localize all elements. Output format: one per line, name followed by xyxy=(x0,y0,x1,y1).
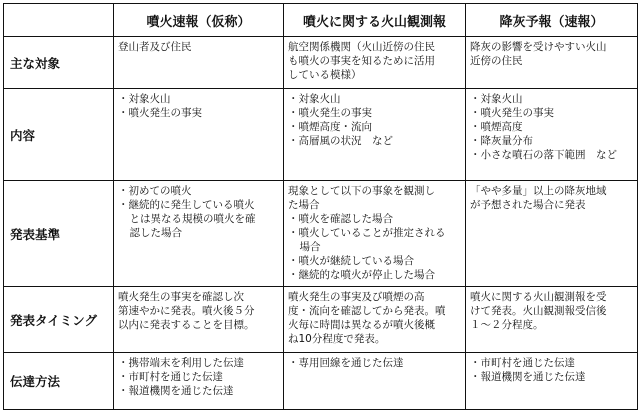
cell-text-line: ね10分程度で発表。 xyxy=(288,333,386,345)
cell-text-line: 以内に発表することを目標。 xyxy=(118,319,255,331)
cell-text-line: ・噴火発生の事実 xyxy=(470,107,554,119)
row-header-issuance-timing: 発表タイミング xyxy=(4,287,114,353)
cell-text-line: 認した場合 xyxy=(129,227,183,239)
cell-text-line: ・市町村を通じた伝達 xyxy=(118,371,223,383)
cell-text-line: ・報道機関を通じた伝達 xyxy=(118,385,234,397)
cell-text-line: ・噴火していることが推定される xyxy=(288,227,446,239)
cell-text-line: ・初めての噴火 xyxy=(118,185,192,197)
row-header-transmission-method: 伝達方法 xyxy=(4,353,114,410)
cell-transmission-method-ashfall-forecast xyxy=(466,353,638,410)
cell-text-line: 登山者及び住民 xyxy=(118,41,192,53)
cell-text-line: ・小さな噴石の落下範囲 など xyxy=(470,149,617,161)
column-header-volcano-observation-report: 噴火に関する火山観測報 xyxy=(284,4,466,37)
cell-text-line: 航空関係機関（火山近傍の住民 xyxy=(288,41,435,53)
cell-main-target-eruption-bulletin xyxy=(114,37,284,89)
cell-text-line: が予想された場合に発表 xyxy=(470,199,586,211)
cell-main-target-volcano-observation-report xyxy=(284,37,466,89)
table-body xyxy=(4,37,638,410)
cell-text-line: している模様） xyxy=(288,69,362,81)
cell-issuance-timing-ashfall-forecast xyxy=(466,287,638,353)
cell-text-line: １～２分程度。 xyxy=(470,319,544,331)
cell-text-line: ・対象火山 xyxy=(288,93,341,105)
cell-text-line: 第速やかに発表。噴火後５分 xyxy=(118,305,255,317)
row-header-issuance-criteria: 発表基準 xyxy=(4,181,114,287)
cell-issuance-timing-eruption-bulletin xyxy=(114,287,284,353)
row-content xyxy=(4,89,638,181)
cell-issuance-criteria-volcano-observation-report xyxy=(284,181,466,287)
cell-text-line: ・報道機関を通じた伝達 xyxy=(470,371,586,383)
cell-text-line: 「やや多量」以上の降灰地域 xyxy=(470,185,607,197)
cell-text-line: ・専用回線を通じた伝達 xyxy=(288,357,404,369)
cell-text-line: とは異なる規模の噴火を確 xyxy=(129,213,256,225)
cell-text-line: 場合 xyxy=(299,241,321,253)
cell-content-eruption-bulletin xyxy=(114,89,284,181)
cell-text-line: ・噴煙高度 xyxy=(470,121,523,133)
column-header-ashfall-forecast: 降灰予報（速報） xyxy=(466,4,638,37)
cell-text-line: 噴火に関する火山観測報を受 xyxy=(470,291,607,303)
cell-transmission-method-volcano-observation-report xyxy=(284,353,466,410)
column-header-eruption-bulletin: 噴火速報（仮称） xyxy=(114,4,284,37)
header-row xyxy=(4,4,638,37)
cell-text-line: ・噴火を確認した場合 xyxy=(288,213,393,225)
cell-content-ashfall-forecast xyxy=(466,89,638,181)
cell-text-line: 近傍の住民 xyxy=(470,55,523,67)
cell-transmission-method-eruption-bulletin xyxy=(114,353,284,410)
cell-text-line: ・対象火山 xyxy=(118,93,171,105)
cell-text-line: 火毎に時間は異なるが噴火後概 xyxy=(288,319,435,331)
comparison-table-wrapper xyxy=(3,3,637,404)
cell-text-line: ・噴火発生の事実 xyxy=(118,107,202,119)
cell-text-line: ・噴火発生の事実 xyxy=(288,107,372,119)
cell-text-line: ・噴火が継続している場合 xyxy=(288,255,414,267)
cell-text-line: ・市町村を通じた伝達 xyxy=(470,357,575,369)
cell-text-line: 噴火発生の事実を確認し次 xyxy=(118,291,244,303)
cell-text-line: も噴火の事実を知るために活用 xyxy=(288,55,435,67)
row-transmission-method xyxy=(4,353,638,410)
cell-text-line: ・対象火山 xyxy=(470,93,523,105)
cell-text-line: 降灰の影響を受けやすい火山 xyxy=(470,41,607,53)
cell-text-line: ・継続的な噴火が停止した場合 xyxy=(288,269,435,281)
cell-text-line: 噴火発生の事実及び噴煙の高 xyxy=(288,291,425,303)
cell-text-line: ・携帯端末を利用した伝達 xyxy=(118,357,244,369)
cell-issuance-timing-volcano-observation-report xyxy=(284,287,466,353)
cell-text-line: た場合 xyxy=(288,199,320,211)
cell-text-line: ・降灰量分布 xyxy=(470,135,533,147)
row-issuance-criteria xyxy=(4,181,638,287)
row-issuance-timing xyxy=(4,287,638,353)
cell-text-line: 現象として以下の事象を観測し xyxy=(288,185,435,197)
cell-content-volcano-observation-report xyxy=(284,89,466,181)
cell-text-line: けて発表。火山観測報受信後 xyxy=(470,305,607,317)
row-header-main-target: 主な対象 xyxy=(4,37,114,89)
row-header-content: 内容 xyxy=(4,89,114,181)
cell-text-line: ・高層風の状況 など xyxy=(288,135,393,147)
cell-text-line: ・継続的に発生している噴火 xyxy=(118,199,255,211)
cell-main-target-ashfall-forecast xyxy=(466,37,638,89)
cell-issuance-criteria-eruption-bulletin xyxy=(114,181,284,287)
cell-text-line: ・噴煙高度・流向 xyxy=(288,121,372,133)
comparison-table xyxy=(3,3,638,410)
cell-issuance-criteria-ashfall-forecast xyxy=(466,181,638,287)
row-main-target xyxy=(4,37,638,89)
cell-text-line: 度・流向を確認してから発表。噴 xyxy=(288,305,446,317)
header-corner-cell xyxy=(4,4,114,37)
